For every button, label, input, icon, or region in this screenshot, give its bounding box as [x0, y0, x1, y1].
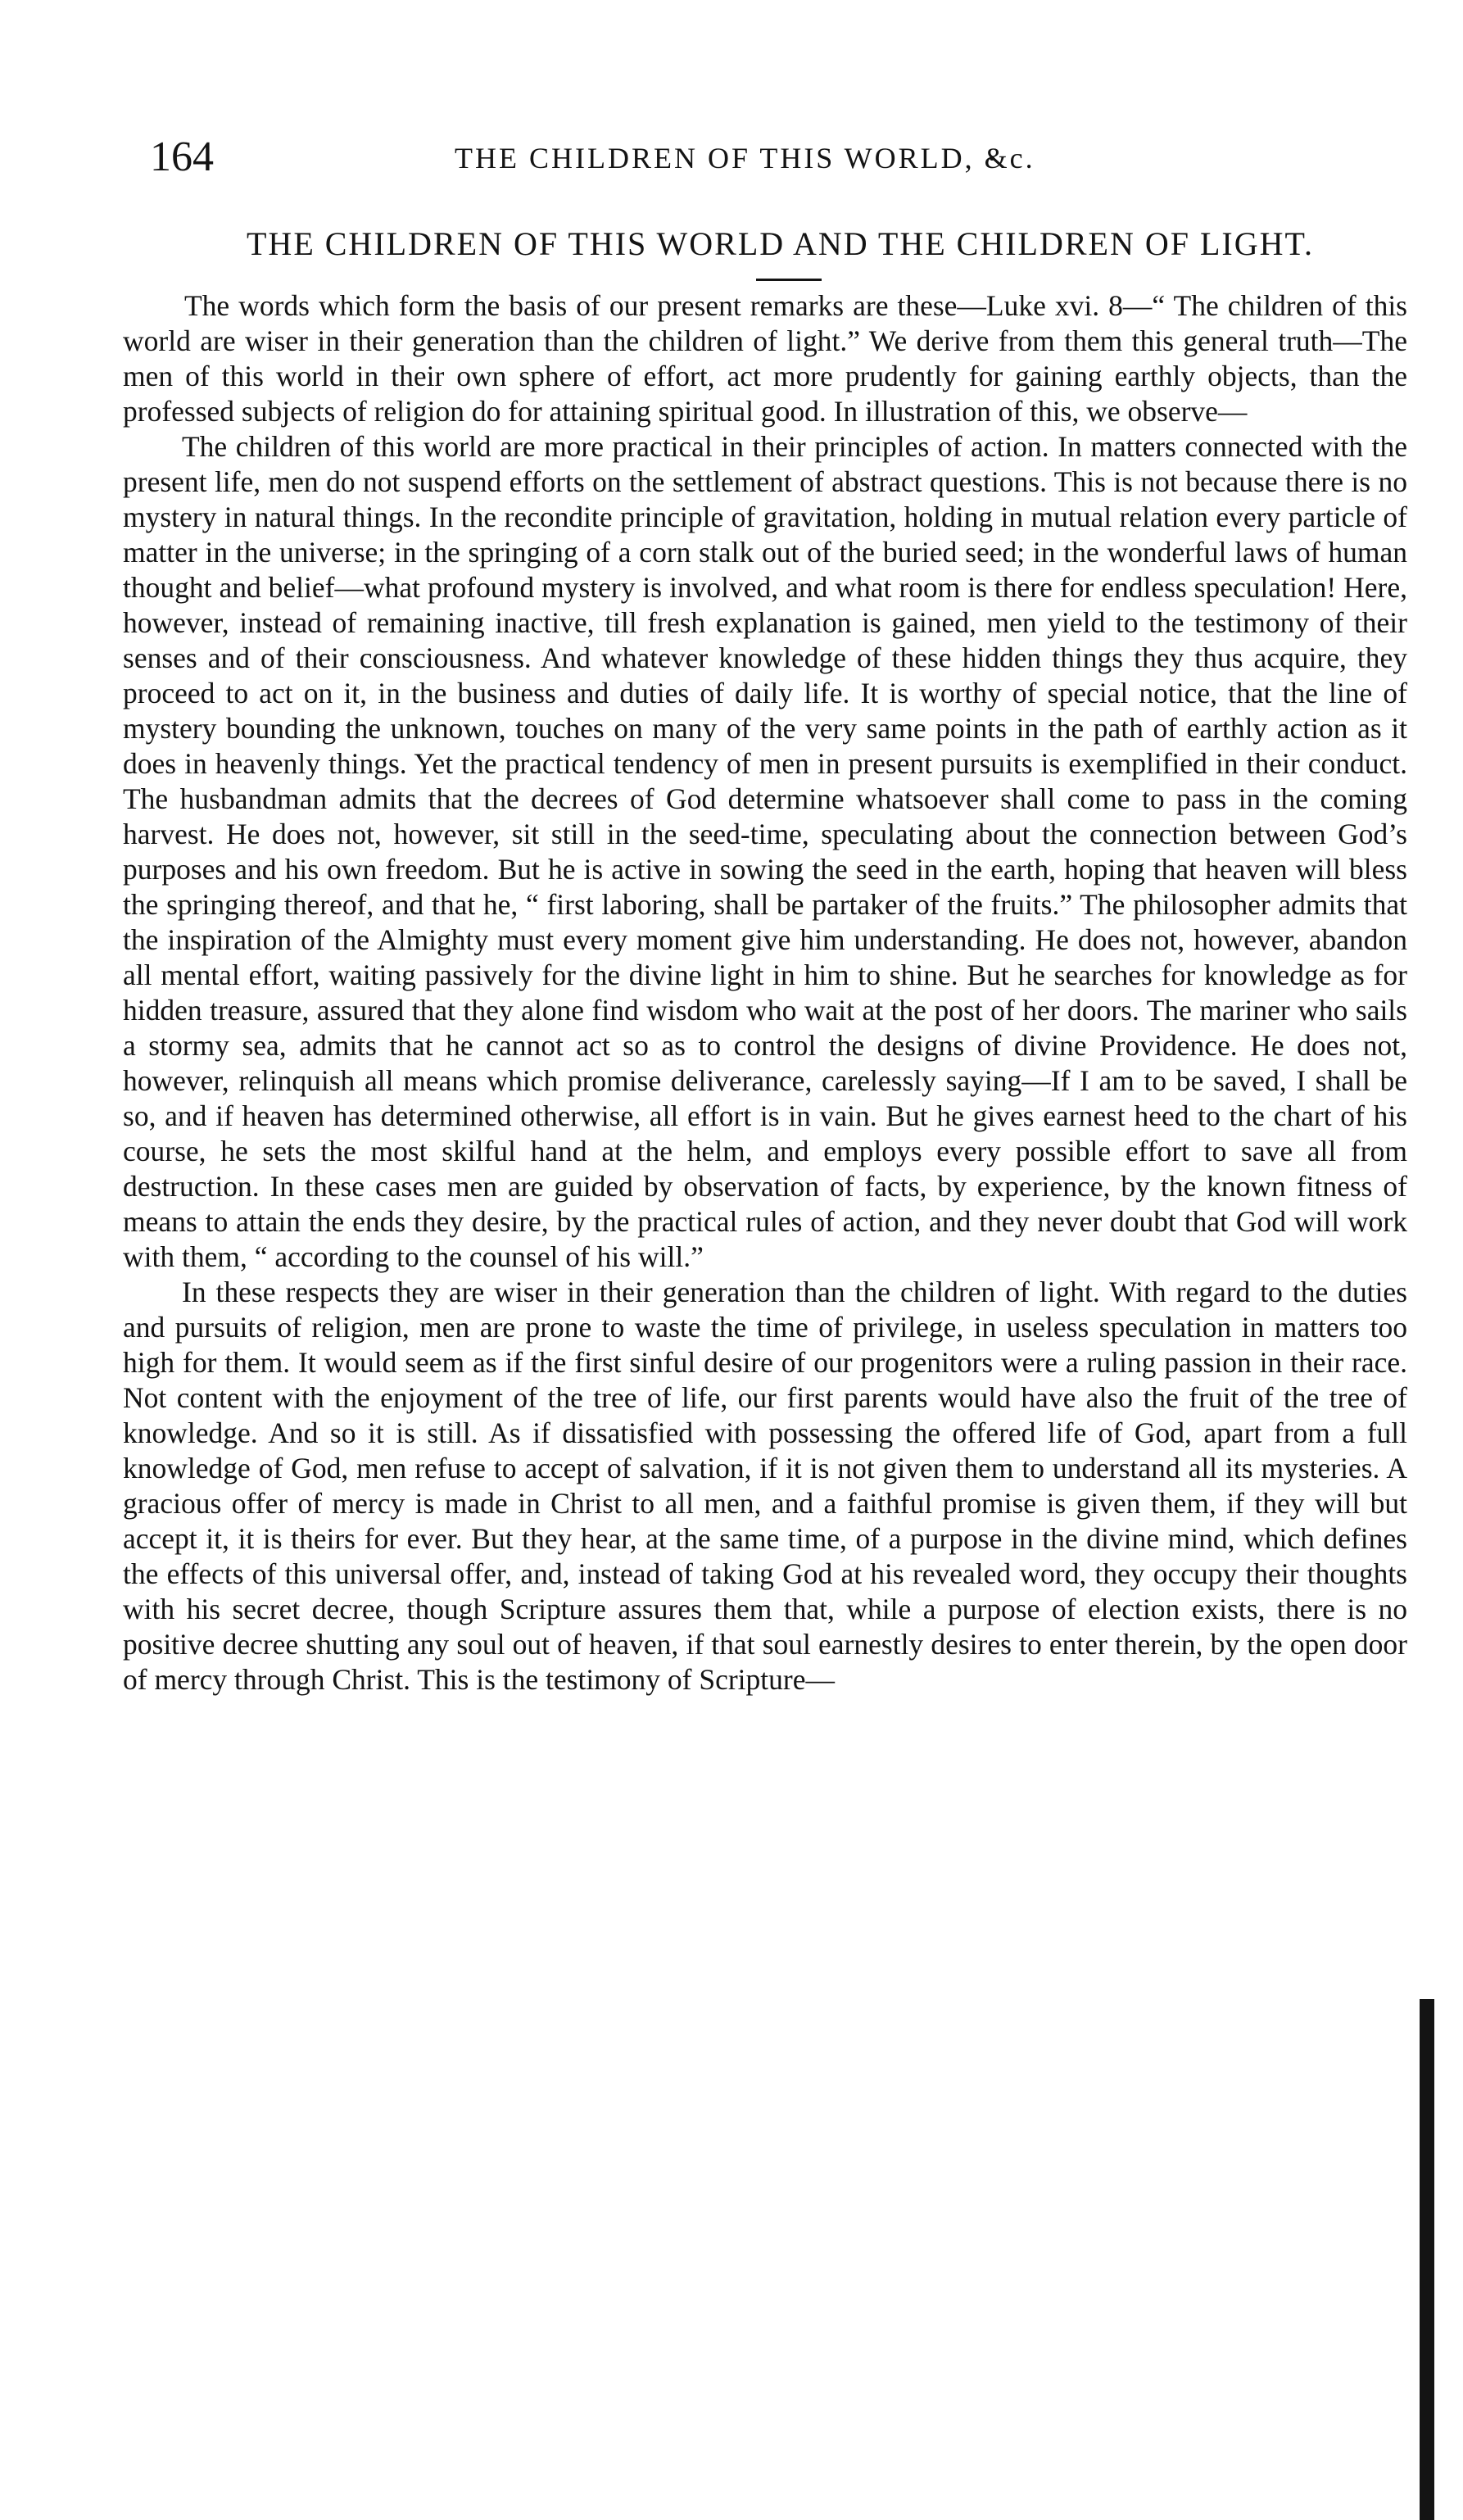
running-title: THE CHILDREN OF THIS WORLD, &c.: [455, 142, 1035, 174]
article-title: THE CHILDREN OF THIS WORLD AND THE CHILDREN OF LIGHT.: [247, 225, 1314, 262]
title-rule: [756, 279, 822, 281]
running-head: [143, 133, 1405, 182]
page-number: 164: [150, 134, 214, 180]
paragraph-1: The words which form the basis of our present remarks are these—Luke xvi. 8—“ The children of this world are wiser in their generation than the children of light.” We derive from them this general truth—The men of this world in their own sphere of effort, act more prudently for gaining earthly objects, than the professed subjects of religion do for attaining spiritual good. In illustration of this, we observe—: [123, 289, 1407, 428]
paragraph-3: In these respects they are wiser in their generation than the children of light. With regard to the duties and pursuits of religion, men are prone to waste the time of privilege, in useless speculation in matters too high for them. It would seem as if the first sinful desire of our progenitors were a ruling passion in their race. Not content with the enjoyment of the tree of life, our first parents would have also the fruit of the tree of knowledge. And so it is still. As if dissatisfied with possessing the offered life of God, apart from a full knowledge of God, men refuse to accept of salvation, if it is not given them to understand all its mysteries. A gracious offer of mercy is made in Christ to all men, and a faithful promise is given them, if they will but accept it, it is theirs for ever. But they hear, at the same time, of a purpose in the divine mind, which defines the effects of this universal offer, and, instead of taking God at his revealed word, they occupy their thoughts with his secret decree, though Scripture assures them that, while a purpose of election exists, there is no positive decree shutting any soul out of heaven, if that soul earnestly desires to enter therein, by the open door of mercy through Christ. This is the testimony of Scripture—: [123, 1276, 1407, 1696]
article-body: [123, 288, 1407, 1697]
paragraph-2: The children of this world are more practical in their principles of action. In matters connected with the present life, men do not suspend efforts on the settlement of abstract questions. This is not because there is no mystery in natural things. In the recondite principle of gravitation, holding in mutual relation every particle of matter in the universe; in the springing of a corn stalk out of the buried seed; in the wonderful laws of human thought and belief—what profound mystery is involved, and what room is there for endless speculation! Here, however, instead of remaining inactive, till fresh explanation is gained, men yield to the testimony of their senses and of their consciousness. And whatever knowledge of these hidden things they thus acquire, they proceed to act on it, in the business and duties of daily life. It is worthy of special notice, that the line of mystery bounding the unknown, touches on many of the very same points in the path of earthly action as it does in heavenly things. Yet the practical tendency of men in present pursuits is exemplified in their conduct. The husbandman admits that the decrees of God determine whatsoever shall come to pass in the coming harvest. He does not, however, sit still in the seed-time, speculating about the connection between God’s purposes and his own freedom. But he is active in sowing the seed in the earth, hoping that heaven will bless the springing thereof, and that he, “ first laboring, shall be partaker of the fruits.” The philosopher admits that the inspiration of the Almighty must every moment give him understanding. He does not, however, abandon all mental effort, waiting passively for the divine light in him to shine. But he searches for knowledge as for hidden treasure, assured that they alone find wisdom who wait at the post of her doors. The mariner who sails a stormy sea, admits that he cannot act so as to control the designs of divine Providence. He does not, however, relinquish all means which promise deliverance, carelessly saying—If I am to be saved, I shall be so, and if heaven has determined otherwise, all effort is in vain. But he gives earnest heed to the chart of his course, he sets the most skilful hand at the helm, and employs every possible effort to save all from destruction. In these cases men are guided by observation of facts, by experience, by the known fitness of means to attain the ends they desire, by the practical rules of action, and they never doubt that God will work with them, “ according to the counsel of his will.”: [123, 430, 1407, 1273]
binding-shadow: [1420, 1999, 1434, 2520]
